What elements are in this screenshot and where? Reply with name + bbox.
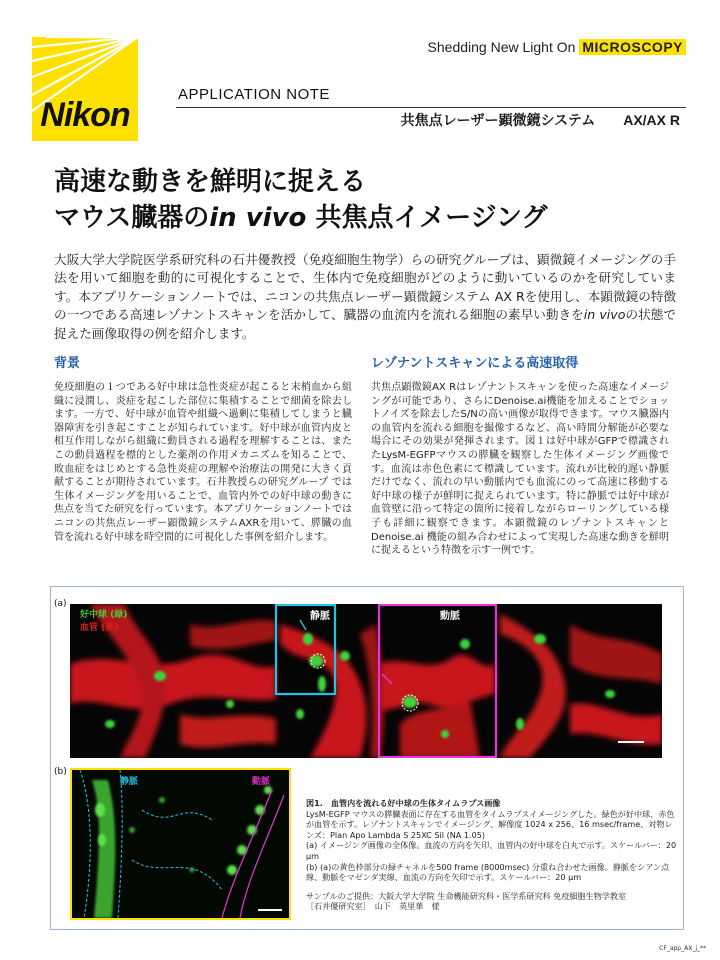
panel-a-label: (a) — [54, 599, 67, 609]
product-model: AX/AX R — [623, 112, 680, 128]
resonant-heading: レゾナントスキャンによる高速取得 — [371, 356, 579, 371]
resonant-section — [371, 352, 669, 558]
background-heading: 背景 — [54, 356, 81, 371]
legend-neutrophil: 好中球 (緑) — [80, 610, 128, 620]
caption-title: 図1. 血管内を流れる好中球の生体タイムラプス画像 — [306, 798, 501, 808]
artery-label-a: 動脈 — [440, 611, 460, 622]
product-name: 共焦点レーザー顕微鏡システム — [400, 113, 596, 129]
legend-vessel: 血管 (赤) — [80, 623, 119, 633]
background-section — [54, 352, 352, 544]
nikon-logo — [32, 37, 138, 141]
tagline-highlight: MICROSCOPY — [579, 39, 686, 55]
product-line — [401, 110, 680, 130]
credit-line: サンプルのご提供：大阪大学大学院 生命機能研究科・医学系研究科 免疫細胞生物学教室 — [306, 890, 627, 901]
caption-line: LysM-EGFP マウスの膵臓表面に存在する血管をタイムラプスイメージングした。緑色が好中球、赤色が血管を示す。レゾナントスキャンでイメージング、解像度 1024 x 256、16 msec/frame、対物レンズ：Plan Apo Lambda S 25XC Sil (NA 1.05) — [306, 808, 675, 840]
brand-name: Nikon — [40, 96, 130, 134]
caption-line: (a) イメージング画像の全体像。血流の方向を矢印、血管内の好中球を白丸で示す。スケールバー：20 μm — [306, 840, 677, 861]
doc-type: APPLICATION NOTE — [178, 86, 330, 103]
resonant-body: 共焦点顕微鏡AX Rはレゾナントスキャンを使った高速なイメージングが可能であり、さらにDenoise.ai機能を加えることでショットノイズを除去したS/Nの高い画像が取得できます。マウス臓器内の血管内を流れる細胞を撮像するなど、高い時間分解能が必要な場合にその効果が発揮されます。図１は好中球がGFPで標識されたLysM-EGFPマウスの膵臓を観察した生体イメージング画像です。血流は赤色色素にて標識しています。流れが比較的遅い静脈だけでなく、流れの早い動脈内でも血流にのって高速に移動する好中球の様子が鮮明に捉えられています。特に静脈では好中球が血管壁に沿って特定の箇所に接着しながらローリングしている様子も詳細に観察できます。本顕微鏡のレゾナントスキャンとDenoise.ai 機能の組み合わせによって実現した高速な動きを鮮明に捉えるという特徴を示す一例です。 — [371, 382, 669, 557]
title-line-2: マウス臓器のin vivo 共焦点イメージング — [54, 203, 548, 233]
credit-line: ［石井優研究室］ 山下 英里華 様 — [306, 901, 440, 912]
panel-b-label: (b) — [54, 767, 67, 777]
background-body: 免疫細胞の１つである好中球は急性炎症が起こると末梢血から組織に浸潤し、炎症を起こした部位に集積することで細菌を除去します。一方で、好中球が血管や組織へ過剰に集積してしまうと臓器障害を引き起こすことが知られています。好中球が血管内皮と相互作用しながら組織に動員される過程を理解することは、またこの動員過程を標的とした薬剤の作用メカニズムを知ることで、敗血症をはじめとする急性炎症の理解や治療法の開発に大きく貢献することが期待されています。石井教授らの研究グループ では生体イメージングを用いることで、血管内外での好中球の動きに焦点を当てた研究を行っています。本アプリケーションノートではニコンの共焦点レーザー顕微鏡システムAXRを用いて、膵臓の血管を流れる好中球を時空間的に可視化した事例を紹介します。 — [54, 382, 352, 543]
microscopy-image-a — [70, 604, 662, 758]
document-code: CF_app_AX_j_** — [659, 945, 706, 952]
title-line-1: 高速な動きを鮮明に捉える — [54, 167, 367, 197]
figure-panel-b — [70, 768, 291, 920]
microscopy-image-b — [72, 770, 289, 918]
caption-line: (b) (a)の黄色枠部分の緑チャネルを500 frame (8000msec) 分重ね合わせた画像。静脈をシアン点線、動脈をマゼンダ実線、血流の方向を矢印で示す。スケールバー：20 μm — [306, 861, 670, 883]
vein-label-b: 静脈 — [120, 777, 139, 787]
page-title — [54, 164, 548, 236]
vein-label-a: 静脈 — [310, 611, 330, 622]
figure-panel-a — [70, 604, 662, 758]
tagline: Shedding New Light On MICROSCOPY — [428, 39, 686, 55]
figure-caption — [306, 798, 680, 912]
artery-label-b: 動脈 — [252, 777, 271, 787]
header-rule — [176, 107, 686, 108]
intro-paragraph: 大阪大学大学院医学系研究科の石井優教授（免疫細胞生物学）らの研究グループは、顕微鏡イメージングの手法を用いて細胞を動的に可視化することで、生体内で免疫細胞がどのように動いているのかを研究しています。本アプリケーションノートでは、ニコンの共焦点レーザー顕微鏡システム AX Rを使用し、本顕微鏡の特徴の一つである高速レゾナントスキャンを活かして、臓器の血流内を流れる細胞の素早い動きをin vivoの状態で捉えた画像取得の例を紹介します。 — [54, 252, 676, 341]
